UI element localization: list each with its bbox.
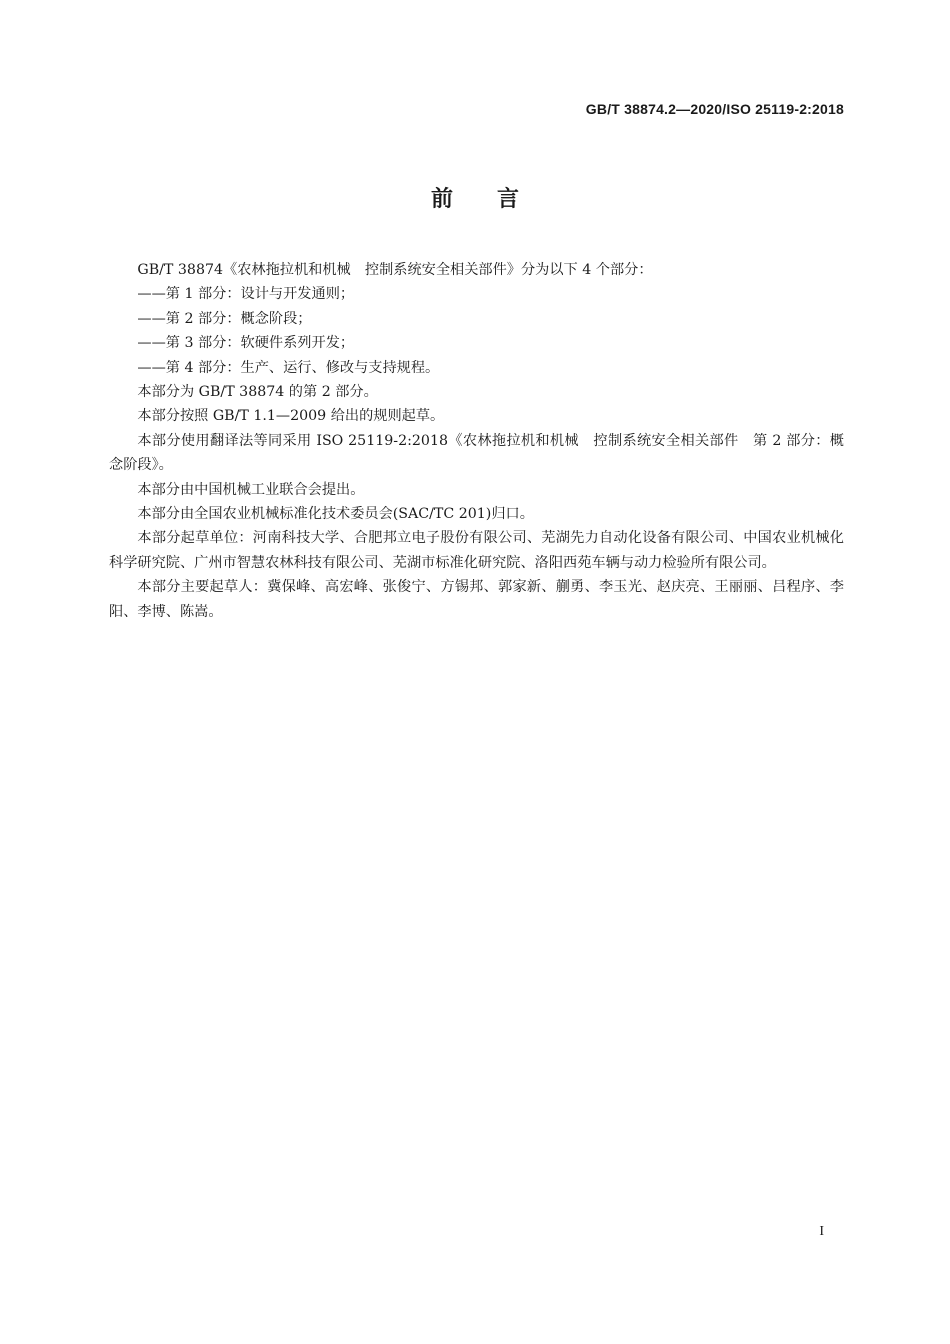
paragraph-intro: GB/T 38874《农林拖拉机和机械 控制系统安全相关部件》分为以下 4 个部分：	[137, 262, 653, 278]
page-number: I	[819, 1224, 824, 1239]
list-item-part-1: ——第 1 部分：设计与开发通则；	[137, 286, 355, 303]
paragraph-proposer: 本部分由中国机械工业联合会提出。	[137, 481, 365, 498]
list-item-part-4: ——第 4 部分：生产、运行、修改与支持规程。	[137, 359, 440, 376]
paragraph-committee: 本部分由全国农业机械标准化技术委员会(SAC/TC 201)归口。	[137, 506, 534, 523]
paragraph-drafting-rules: 本部分按照 GB/T 1.1—2009 给出的规则起草。	[137, 408, 445, 425]
list-item-part-3: ——第 3 部分：软硬件系列开发；	[137, 335, 355, 352]
page-title: 前言	[430, 187, 563, 212]
paragraph-drafting-units: 本部分起草单位：河南科技大学、合肥邦立电子股份有限公司、芜湖先力自动化设备有限公司、中国农业机械化科学研究院、广州市智慧农林科技有限公司、芜湖市标准化研究院、洛阳西苑车辆与动力检验所有限公司。	[109, 530, 844, 571]
paragraph-drafters: 本部分主要起草人：冀保峰、高宏峰、张俊宁、方锡邦、郭家新、蒯勇、李玉光、赵庆亮、王丽丽、吕程序、李阳、李博、陈嵩。	[109, 579, 844, 620]
foreword-body	[109, 258, 844, 624]
list-item-part-2: ——第 2 部分：概念阶段；	[137, 310, 312, 327]
paragraph-part-statement: 本部分为 GB/T 38874 的第 2 部分。	[137, 384, 378, 401]
paragraph-adoption: 本部分使用翻译法等同采用 ISO 25119-2:2018《农林拖拉机和机械 控制系统安全相关部件 第 2 部分：概念阶段》。	[109, 432, 844, 474]
standard-code: GB/T 38874.2—2020/ISO 25119-2:2018	[585, 101, 844, 117]
